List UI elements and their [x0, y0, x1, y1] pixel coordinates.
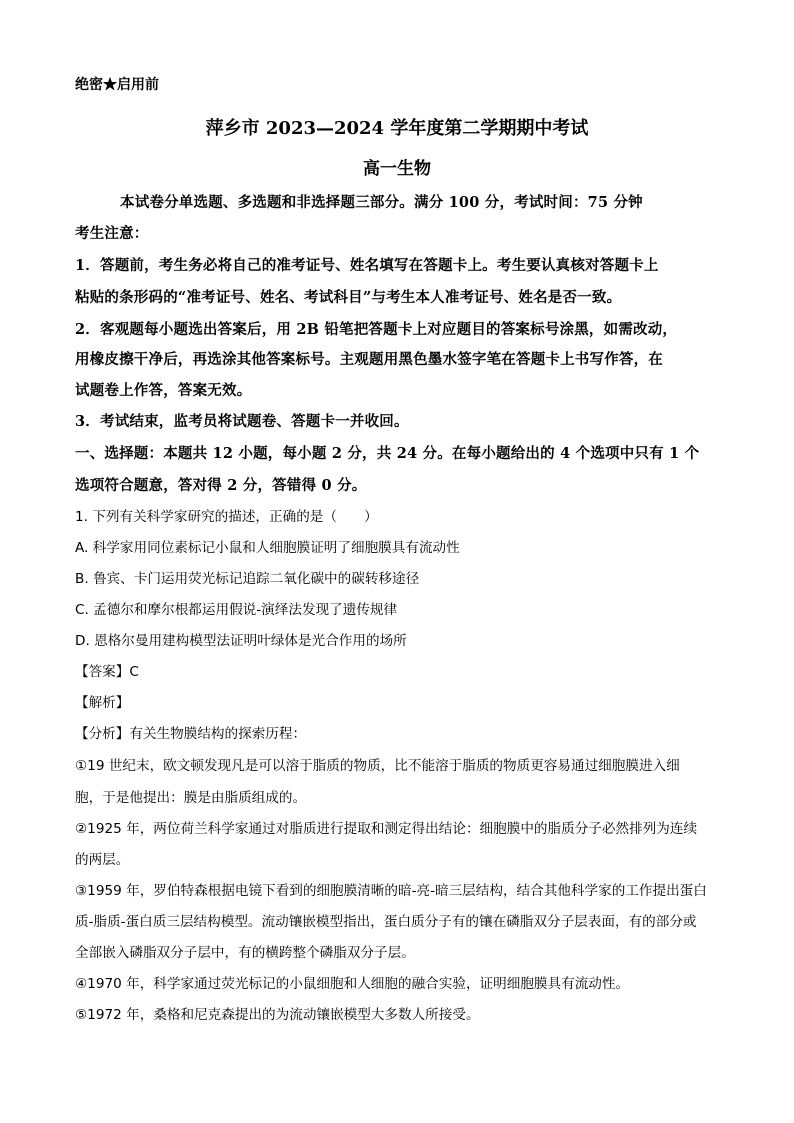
- answer-value: C: [129, 664, 139, 680]
- exam-title: 萍乡市 2023—2024 学年度第二学期期中考试: [205, 118, 589, 139]
- exam-subject: 高一生物: [363, 159, 431, 179]
- analysis-line: 全部嵌入磷脂双分子层中，有的横跨整个磷脂双分子层。: [75, 945, 415, 961]
- notice-line: 试题卷上作答，答案无效。: [75, 382, 252, 399]
- analysis-line: ②1925 年，两位荷兰科学家通过对脂质进行提取和测定得出结论：细胞膜中的脂质分子必然排列为连续: [75, 821, 698, 837]
- analysis-line: 质-脂质-蛋白质三层结构模型。流动镶嵌模型指出，蛋白质分子有的镶在磷脂双分子层表面，有的部分或: [75, 914, 697, 930]
- notice-line: 1．答题前，考生务必将自己的准考证号、姓名填写在答题卡上。考生要认真核对答题卡上: [75, 257, 659, 274]
- option-b: B. 鲁宾、卡门运用荧光标记追踪二氧化碳中的碳转移途径: [75, 571, 420, 587]
- confidential-mark: 绝密★启用前: [75, 77, 159, 93]
- analysis-line: 的两层。: [75, 852, 130, 868]
- notice-line: 2．客观题每小题选出答案后，用 2B 铅笔把答题卡上对应题目的答案标号涂黑，如需改动，: [75, 321, 678, 338]
- notice-line: 粘贴的条形码的“准考证号、姓名、考试科目”与考生本人准考证号、姓名是否一致。: [75, 289, 622, 306]
- section-heading: 一、选择题：本题共 12 小题，每小题 2 分，共 24 分。在每小题给出的 4 个选项中只有 1 个: [75, 445, 700, 462]
- notice-line: 用橡皮擦干净后，再选涂其他答案标号。主观题用黑色墨水签字笔在答题卡上书写作答，在: [75, 351, 663, 368]
- fenxi-line: [75, 722, 306, 742]
- analysis-line: ④1970 年，科学家通过荧光标记的小鼠细胞和人细胞的融合实验，证明细胞膜具有流动性。: [75, 976, 630, 992]
- answer-label: 【答案】: [75, 664, 130, 680]
- exam-intro: 本试卷分单选题、多选题和非选择题三部分。满分 100 分，考试时间：75 分钟: [120, 194, 643, 211]
- analysis-label: 【解析】: [75, 695, 130, 711]
- fenxi-label: 【分析】: [75, 726, 130, 742]
- analysis-line: 胞，于是他提出：膜是由脂质组成的。: [75, 790, 307, 806]
- option-d: D. 恩格尔曼用建构模型法证明叶绿体是光合作用的场所: [75, 633, 407, 649]
- analysis-line: ⑤1972 年，桑格和尼克森提出的为流动镶嵌模型大多数人所接受。: [75, 1007, 480, 1023]
- question-stem: 1. 下列有关科学家研究的描述，正确的是（ ）: [75, 509, 378, 525]
- answer-line: [75, 660, 139, 680]
- analysis-line: ①19 世纪末，欧文顿发现凡是可以溶于脂质的物质，比不能溶于脂质的物质更容易通过细胞膜进入细: [75, 758, 680, 774]
- notice-line: 3．考试结束，监考员将试题卷、答题卡一并收回。: [75, 413, 409, 430]
- notice-heading: 考生注意：: [75, 225, 149, 242]
- section-heading: 选项符合题意，答对得 2 分，答错得 0 分。: [75, 477, 367, 494]
- option-c: C. 孟德尔和摩尔根都运用假说-演绎法发现了遗传规律: [75, 602, 398, 618]
- analysis-line: ③1959 年，罗伯特森根据电镜下看到的细胞膜清晰的暗-亮-暗三层结构，结合其他科学家的工作提出蛋白: [75, 883, 707, 899]
- fenxi-text: 有关生物膜结构的探索历程：: [129, 726, 307, 742]
- option-a: A. 科学家用同位素标记小鼠和人细胞膜证明了细胞膜具有流动性: [75, 540, 460, 556]
